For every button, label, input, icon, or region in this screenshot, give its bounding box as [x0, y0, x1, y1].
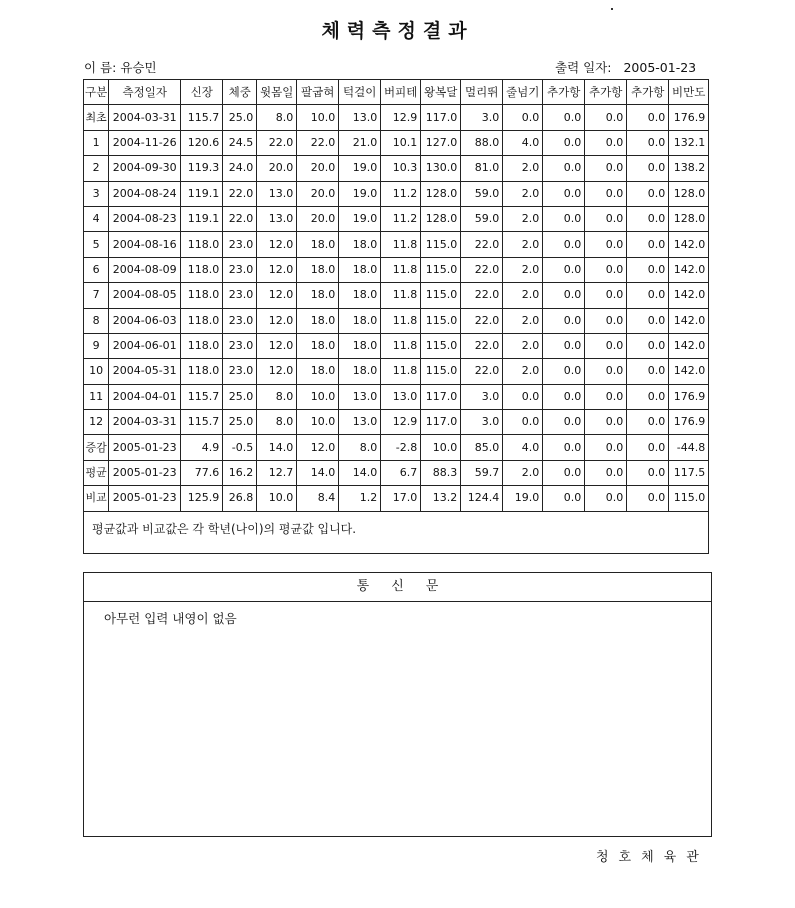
value-cell: 0.0 — [543, 156, 585, 181]
value-cell: 23.0 — [223, 232, 257, 257]
value-cell: 0.0 — [627, 384, 669, 409]
value-cell: 125.9 — [181, 486, 223, 511]
value-cell: 0.0 — [627, 257, 669, 282]
value-cell: 18.0 — [339, 333, 381, 358]
value-cell: 59.0 — [461, 181, 503, 206]
value-cell: 88.0 — [461, 130, 503, 155]
value-cell: 10.3 — [381, 156, 421, 181]
value-cell: 2.0 — [503, 359, 543, 384]
value-cell: 0.0 — [543, 333, 585, 358]
date-cell: 2004-08-24 — [109, 181, 181, 206]
value-cell: 18.0 — [339, 359, 381, 384]
value-cell: 26.8 — [223, 486, 257, 511]
value-cell: 81.0 — [461, 156, 503, 181]
value-cell: 0.0 — [543, 283, 585, 308]
value-cell: 21.0 — [339, 130, 381, 155]
date-cell: 2004-03-31 — [109, 105, 181, 130]
value-cell: 142.0 — [669, 257, 709, 282]
value-cell: 0.0 — [543, 257, 585, 282]
value-cell: 0.0 — [627, 486, 669, 511]
column-header: 추가항 — [543, 80, 585, 105]
value-cell: 176.9 — [669, 384, 709, 409]
value-cell: 19.0 — [339, 181, 381, 206]
value-cell: 22.0 — [461, 257, 503, 282]
value-cell: 10.0 — [297, 410, 339, 435]
value-cell: 0.0 — [543, 181, 585, 206]
row-label: 6 — [84, 257, 109, 282]
value-cell: 20.0 — [297, 206, 339, 231]
value-cell: 117.5 — [669, 460, 709, 485]
value-cell: 19.0 — [339, 206, 381, 231]
value-cell: 138.2 — [669, 156, 709, 181]
value-cell: 117.0 — [421, 410, 461, 435]
value-cell: 176.9 — [669, 105, 709, 130]
value-cell: 0.0 — [585, 181, 627, 206]
value-cell: 0.0 — [543, 308, 585, 333]
value-cell: 8.0 — [339, 435, 381, 460]
value-cell: 115.0 — [421, 333, 461, 358]
row-label: 8 — [84, 308, 109, 333]
value-cell: 0.0 — [585, 105, 627, 130]
name-value: 유승민 — [120, 60, 157, 75]
value-cell: 128.0 — [669, 206, 709, 231]
date-cell: 2004-11-26 — [109, 130, 181, 155]
value-cell: 0.0 — [585, 410, 627, 435]
value-cell: 0.0 — [627, 460, 669, 485]
row-label: 5 — [84, 232, 109, 257]
value-cell: 0.0 — [543, 384, 585, 409]
value-cell: 0.0 — [543, 232, 585, 257]
value-cell: 0.0 — [543, 359, 585, 384]
value-cell: 12.0 — [257, 257, 297, 282]
value-cell: 118.0 — [181, 333, 223, 358]
value-cell: 11.8 — [381, 283, 421, 308]
value-cell: 120.6 — [181, 130, 223, 155]
value-cell: 115.0 — [421, 359, 461, 384]
value-cell: 22.0 — [461, 283, 503, 308]
value-cell: 115.0 — [421, 283, 461, 308]
value-cell: 3.0 — [461, 384, 503, 409]
name-label: 이 름: — [84, 60, 117, 75]
value-cell: 119.3 — [181, 156, 223, 181]
value-cell: 117.0 — [421, 384, 461, 409]
value-cell: 8.0 — [257, 410, 297, 435]
table-row — [84, 384, 709, 409]
value-cell: 19.0 — [503, 486, 543, 511]
row-label: 최초 — [84, 105, 109, 130]
value-cell: 18.0 — [297, 359, 339, 384]
measurement-table — [83, 79, 709, 554]
value-cell: 0.0 — [627, 105, 669, 130]
name-row — [84, 58, 157, 76]
value-cell: 0.0 — [585, 333, 627, 358]
value-cell: 4.0 — [503, 130, 543, 155]
value-cell: 119.1 — [181, 206, 223, 231]
value-cell: 0.0 — [503, 410, 543, 435]
value-cell: 0.0 — [627, 156, 669, 181]
table-row — [84, 410, 709, 435]
date-cell: 2004-03-31 — [109, 410, 181, 435]
row-label: 2 — [84, 156, 109, 181]
value-cell: 118.0 — [181, 232, 223, 257]
value-cell: 132.1 — [669, 130, 709, 155]
column-header: 신장 — [181, 80, 223, 105]
row-label: 평균 — [84, 460, 109, 485]
column-header: 비만도 — [669, 80, 709, 105]
value-cell: 0.0 — [585, 156, 627, 181]
value-cell: 115.0 — [421, 232, 461, 257]
value-cell: 127.0 — [421, 130, 461, 155]
value-cell: 12.0 — [257, 333, 297, 358]
table-row — [84, 232, 709, 257]
value-cell: 11.8 — [381, 232, 421, 257]
value-cell: 0.0 — [627, 410, 669, 435]
value-cell: 4.0 — [503, 435, 543, 460]
value-cell: 24.0 — [223, 156, 257, 181]
value-cell: 13.0 — [257, 181, 297, 206]
row-label: 9 — [84, 333, 109, 358]
value-cell: 0.0 — [543, 105, 585, 130]
value-cell: 18.0 — [339, 283, 381, 308]
table-row — [84, 156, 709, 181]
value-cell: 24.5 — [223, 130, 257, 155]
value-cell: 10.1 — [381, 130, 421, 155]
value-cell: 12.0 — [257, 359, 297, 384]
table-row — [84, 435, 709, 460]
value-cell: 2.0 — [503, 460, 543, 485]
row-label: 10 — [84, 359, 109, 384]
value-cell: 142.0 — [669, 283, 709, 308]
value-cell: 88.3 — [421, 460, 461, 485]
row-label: 7 — [84, 283, 109, 308]
value-cell: 14.0 — [297, 460, 339, 485]
value-cell: 0.0 — [543, 206, 585, 231]
date-cell: 2005-01-23 — [109, 435, 181, 460]
date-cell: 2005-01-23 — [109, 486, 181, 511]
value-cell: 0.0 — [627, 181, 669, 206]
value-cell: 3.0 — [461, 410, 503, 435]
column-header: 구분 — [84, 80, 109, 105]
value-cell: 18.0 — [339, 308, 381, 333]
value-cell: 22.0 — [223, 206, 257, 231]
print-date-value: 2005-01-23 — [623, 60, 697, 75]
value-cell: 25.0 — [223, 410, 257, 435]
value-cell: 118.0 — [181, 308, 223, 333]
corner-mark — [611, 8, 613, 10]
date-cell: 2004-08-23 — [109, 206, 181, 231]
value-cell: 11.8 — [381, 359, 421, 384]
value-cell: 2.0 — [503, 333, 543, 358]
print-date-row — [555, 58, 696, 76]
value-cell: 20.0 — [297, 156, 339, 181]
value-cell: 0.0 — [543, 410, 585, 435]
value-cell: 118.0 — [181, 283, 223, 308]
table-row — [84, 130, 709, 155]
value-cell: 12.9 — [381, 105, 421, 130]
value-cell: 12.0 — [257, 232, 297, 257]
table-row — [84, 359, 709, 384]
value-cell: 19.0 — [339, 156, 381, 181]
value-cell: 115.7 — [181, 105, 223, 130]
table-row — [84, 105, 709, 130]
value-cell: 23.0 — [223, 333, 257, 358]
column-header: 추가항 — [585, 80, 627, 105]
value-cell: 22.0 — [461, 232, 503, 257]
value-cell: 13.0 — [381, 384, 421, 409]
communication-box — [83, 572, 712, 837]
value-cell: 0.0 — [543, 435, 585, 460]
table-note-row — [84, 511, 709, 553]
value-cell: 4.9 — [181, 435, 223, 460]
column-header: 턱걸이 — [339, 80, 381, 105]
date-cell: 2004-09-30 — [109, 156, 181, 181]
value-cell: 142.0 — [669, 232, 709, 257]
value-cell: 0.0 — [503, 384, 543, 409]
value-cell: 0.0 — [585, 206, 627, 231]
table-row — [84, 460, 709, 485]
value-cell: 22.0 — [223, 181, 257, 206]
row-label: 증감 — [84, 435, 109, 460]
row-label: 비교 — [84, 486, 109, 511]
table-row — [84, 181, 709, 206]
value-cell: 128.0 — [421, 206, 461, 231]
page-title: 체력측정결과 — [321, 20, 474, 42]
column-header: 왕복달 — [421, 80, 461, 105]
value-cell: 8.0 — [257, 105, 297, 130]
value-cell: 8.4 — [297, 486, 339, 511]
value-cell: 118.0 — [181, 257, 223, 282]
value-cell: 14.0 — [339, 460, 381, 485]
value-cell: 2.0 — [503, 156, 543, 181]
date-cell: 2004-08-05 — [109, 283, 181, 308]
column-header: 체중 — [223, 80, 257, 105]
table-header-row — [84, 80, 709, 105]
value-cell: 18.0 — [339, 232, 381, 257]
value-cell: 85.0 — [461, 435, 503, 460]
value-cell: 117.0 — [421, 105, 461, 130]
value-cell: 0.0 — [543, 460, 585, 485]
value-cell: 119.1 — [181, 181, 223, 206]
value-cell: 11.2 — [381, 181, 421, 206]
table-row — [84, 206, 709, 231]
value-cell: 10.0 — [421, 435, 461, 460]
value-cell: 0.0 — [627, 308, 669, 333]
value-cell: 124.4 — [461, 486, 503, 511]
value-cell: 18.0 — [297, 333, 339, 358]
value-cell: 115.0 — [421, 257, 461, 282]
value-cell: 2.0 — [503, 257, 543, 282]
table-row — [84, 283, 709, 308]
row-label: 3 — [84, 181, 109, 206]
row-label: 1 — [84, 130, 109, 155]
value-cell: 20.0 — [257, 156, 297, 181]
value-cell: 22.0 — [461, 359, 503, 384]
value-cell: 0.0 — [543, 486, 585, 511]
value-cell: 13.0 — [339, 105, 381, 130]
value-cell: 142.0 — [669, 333, 709, 358]
value-cell: 0.0 — [585, 435, 627, 460]
value-cell: 0.0 — [585, 130, 627, 155]
value-cell: 128.0 — [669, 181, 709, 206]
value-cell: 0.0 — [585, 283, 627, 308]
value-cell: 23.0 — [223, 308, 257, 333]
value-cell: 115.0 — [669, 486, 709, 511]
value-cell: 18.0 — [297, 257, 339, 282]
value-cell: 0.0 — [585, 384, 627, 409]
value-cell: 0.0 — [503, 105, 543, 130]
value-cell: 22.0 — [297, 130, 339, 155]
value-cell: 3.0 — [461, 105, 503, 130]
value-cell: 142.0 — [669, 359, 709, 384]
value-cell: 18.0 — [297, 283, 339, 308]
date-cell: 2004-04-01 — [109, 384, 181, 409]
value-cell: 2.0 — [503, 181, 543, 206]
print-date-label: 출력 일자: — [555, 60, 612, 75]
value-cell: 14.0 — [257, 435, 297, 460]
date-cell: 2004-08-16 — [109, 232, 181, 257]
table-row — [84, 333, 709, 358]
value-cell: 115.0 — [421, 308, 461, 333]
value-cell: 11.8 — [381, 333, 421, 358]
value-cell: 8.0 — [257, 384, 297, 409]
value-cell: 2.0 — [503, 206, 543, 231]
value-cell: 22.0 — [257, 130, 297, 155]
value-cell: 12.0 — [257, 283, 297, 308]
value-cell: 12.9 — [381, 410, 421, 435]
value-cell: 12.0 — [257, 308, 297, 333]
value-cell: 23.0 — [223, 283, 257, 308]
value-cell: 59.7 — [461, 460, 503, 485]
column-header: 버피테 — [381, 80, 421, 105]
column-header: 윗몸일 — [257, 80, 297, 105]
value-cell: -44.8 — [669, 435, 709, 460]
value-cell: 11.8 — [381, 308, 421, 333]
value-cell: 13.0 — [339, 410, 381, 435]
value-cell: 77.6 — [181, 460, 223, 485]
column-header: 줄넘기 — [503, 80, 543, 105]
value-cell: 13.0 — [339, 384, 381, 409]
table-row — [84, 486, 709, 511]
date-cell: 2004-06-01 — [109, 333, 181, 358]
value-cell: 0.0 — [585, 460, 627, 485]
value-cell: 0.0 — [585, 359, 627, 384]
table-row — [84, 308, 709, 333]
value-cell: 10.0 — [297, 384, 339, 409]
value-cell: 1.2 — [339, 486, 381, 511]
value-cell: 2.0 — [503, 232, 543, 257]
value-cell: 128.0 — [421, 181, 461, 206]
value-cell: 176.9 — [669, 410, 709, 435]
value-cell: 18.0 — [297, 232, 339, 257]
value-cell: 0.0 — [585, 257, 627, 282]
value-cell: 115.7 — [181, 410, 223, 435]
row-label: 4 — [84, 206, 109, 231]
value-cell: 25.0 — [223, 384, 257, 409]
value-cell: 23.0 — [223, 359, 257, 384]
value-cell: 0.0 — [585, 308, 627, 333]
value-cell: 11.2 — [381, 206, 421, 231]
value-cell: -2.8 — [381, 435, 421, 460]
value-cell: 0.0 — [627, 130, 669, 155]
table-note: 평균값과 비교값은 각 학년(나이)의 평균값 입니다. — [84, 511, 709, 553]
value-cell: 13.0 — [257, 206, 297, 231]
communication-body: 아무런 입력 내영이 없음 — [104, 611, 237, 626]
column-header: 측정일자 — [109, 80, 181, 105]
column-header: 추가항 — [627, 80, 669, 105]
date-cell: 2004-06-03 — [109, 308, 181, 333]
gym-name: 청호체육관 — [596, 850, 709, 865]
value-cell: 22.0 — [461, 333, 503, 358]
value-cell: 0.0 — [627, 435, 669, 460]
communication-heading: 통신문 — [84, 573, 711, 602]
value-cell: -0.5 — [223, 435, 257, 460]
value-cell: 0.0 — [585, 232, 627, 257]
value-cell: 130.0 — [421, 156, 461, 181]
value-cell: 17.0 — [381, 486, 421, 511]
value-cell: 10.0 — [257, 486, 297, 511]
row-label: 11 — [84, 384, 109, 409]
value-cell: 25.0 — [223, 105, 257, 130]
value-cell: 12.7 — [257, 460, 297, 485]
value-cell: 0.0 — [585, 486, 627, 511]
value-cell: 0.0 — [627, 232, 669, 257]
value-cell: 22.0 — [461, 308, 503, 333]
value-cell: 18.0 — [339, 257, 381, 282]
date-cell: 2004-05-31 — [109, 359, 181, 384]
value-cell: 12.0 — [297, 435, 339, 460]
table-row — [84, 257, 709, 282]
row-label: 12 — [84, 410, 109, 435]
column-header: 팔굽혀 — [297, 80, 339, 105]
value-cell: 142.0 — [669, 308, 709, 333]
value-cell: 115.7 — [181, 384, 223, 409]
value-cell: 18.0 — [297, 308, 339, 333]
value-cell: 10.0 — [297, 105, 339, 130]
date-cell: 2005-01-23 — [109, 460, 181, 485]
value-cell: 13.2 — [421, 486, 461, 511]
date-cell: 2004-08-09 — [109, 257, 181, 282]
value-cell: 0.0 — [627, 206, 669, 231]
value-cell: 0.0 — [627, 333, 669, 358]
value-cell: 0.0 — [627, 283, 669, 308]
value-cell: 118.0 — [181, 359, 223, 384]
value-cell: 0.0 — [627, 359, 669, 384]
value-cell: 2.0 — [503, 308, 543, 333]
column-header: 멀리뛰 — [461, 80, 503, 105]
value-cell: 23.0 — [223, 257, 257, 282]
value-cell: 16.2 — [223, 460, 257, 485]
value-cell: 0.0 — [543, 130, 585, 155]
value-cell: 59.0 — [461, 206, 503, 231]
value-cell: 6.7 — [381, 460, 421, 485]
value-cell: 11.8 — [381, 257, 421, 282]
value-cell: 2.0 — [503, 283, 543, 308]
value-cell: 20.0 — [297, 181, 339, 206]
